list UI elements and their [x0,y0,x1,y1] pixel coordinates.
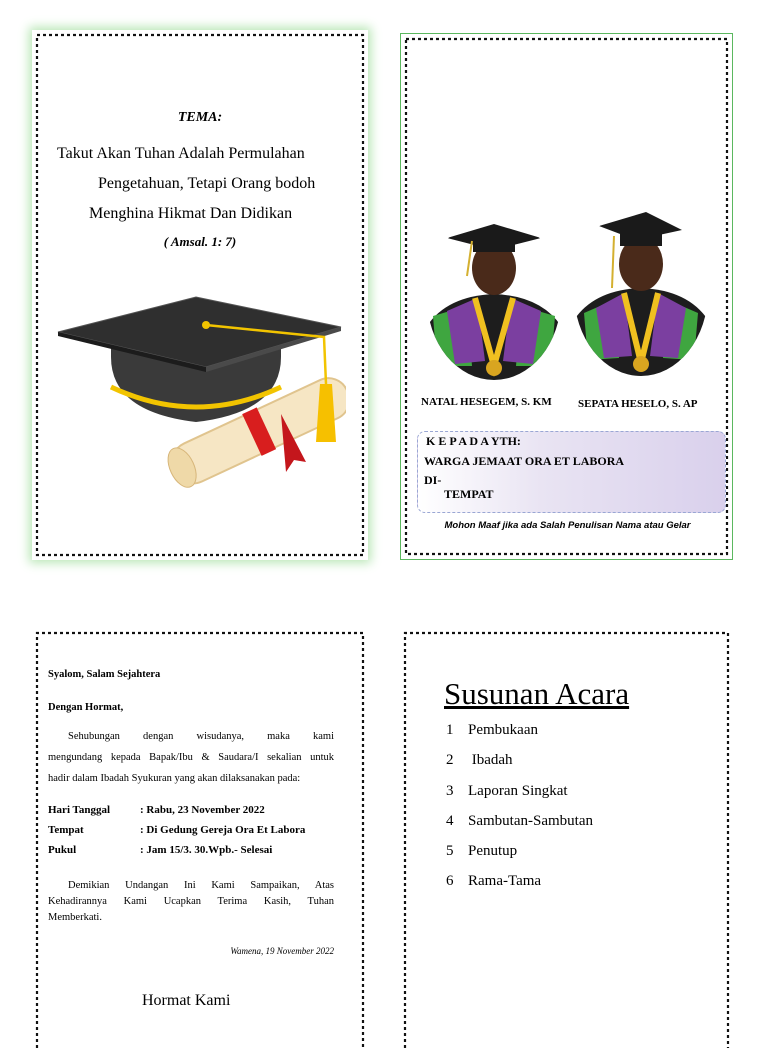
verse-reference: ( Amsal. 1: 7) [163,234,237,249]
apology-note: Mohon Maaf jika ada Salah Penulisan Nama atau Gelar [444,520,691,531]
tema-line-2: Pengetahuan, Tetapi Orang bodoh [98,175,316,192]
agenda-item: 1 Pembukaan [446,722,538,738]
detail-value: : Rabu, 23 November 2022 [140,804,265,816]
graduate-name-1: NATAL HESEGEM, S. KM [421,396,552,408]
closing-line-3: Memberkati. [48,912,102,923]
recipient-tempat: TEMPAT [444,487,494,501]
wavy-border [32,628,368,1048]
agenda-item: 4 Sambutan-Sambutan [446,813,593,829]
tema-line-3: Menghina Hikmat Dan Didikan [89,205,293,222]
salutation: Dengan Hormat, [48,702,124,713]
agenda-item: 5 Penutup [446,843,518,859]
closing-line-2: Kehadirannya Kami Ucapkan Terima Kasih, Tuhan [48,896,334,907]
agenda-item: 2 Ibadah [446,752,513,768]
cover-panel [32,30,368,560]
detail-label: Tempat [48,824,84,836]
agenda-title: Susunan Acara [444,676,630,711]
intro-line-2: mengundang kepada Bapak/Ibu & Saudara/I sekalian untuk [48,752,334,763]
signoff: Hormat Kami [142,992,231,1009]
graduate-name-2: SEPATA HESELO, S. AP [578,398,698,410]
graduate-portrait [427,216,561,380]
graduate-photo-1 [427,216,561,380]
detail-label: Hari Tanggal [48,804,111,816]
agenda-item: 3 Laporan Singkat [446,783,568,799]
agenda-item: 6 Rama-Tama [446,873,542,889]
graduation-cap-and-diploma-icon [56,292,346,502]
tema-label: TEMA: [177,110,223,125]
letter-date: Wamena, 19 November 2022 [230,946,334,956]
recipient-name: WARGA JEMAAT ORA ET LABORA [424,454,625,468]
tema-line-1: Takut Akan Tuhan Adalah Permulahan [57,145,305,162]
invitation-panel [400,33,733,560]
recipient-box [417,431,726,513]
detail-value: : Jam 15/3. 30.Wpb.- Selesai [140,844,273,856]
closing-line-1: Demikian Undangan Ini Kami Sampaikan, Atas [68,880,334,891]
graduate-portrait [574,208,708,376]
greeting: Syalom, Salam Sejahtera [48,669,161,680]
graduate-photo-2 [574,208,708,376]
detail-label: Pukul [48,844,77,856]
agenda-panel [400,628,733,1048]
intro-line-1: Sehubungan dengan wisudanya, maka kami [68,731,334,742]
kepada-heading: K E P A D A YTH: [426,434,521,448]
recipient-di: DI- [424,473,442,487]
letter-panel [32,628,368,1048]
intro-line-3: hadir dalam Ibadah Syukuran yang akan dilaksanakan pada: [48,773,301,784]
detail-value: : Di Gedung Gereja Ora Et Labora [140,824,306,836]
